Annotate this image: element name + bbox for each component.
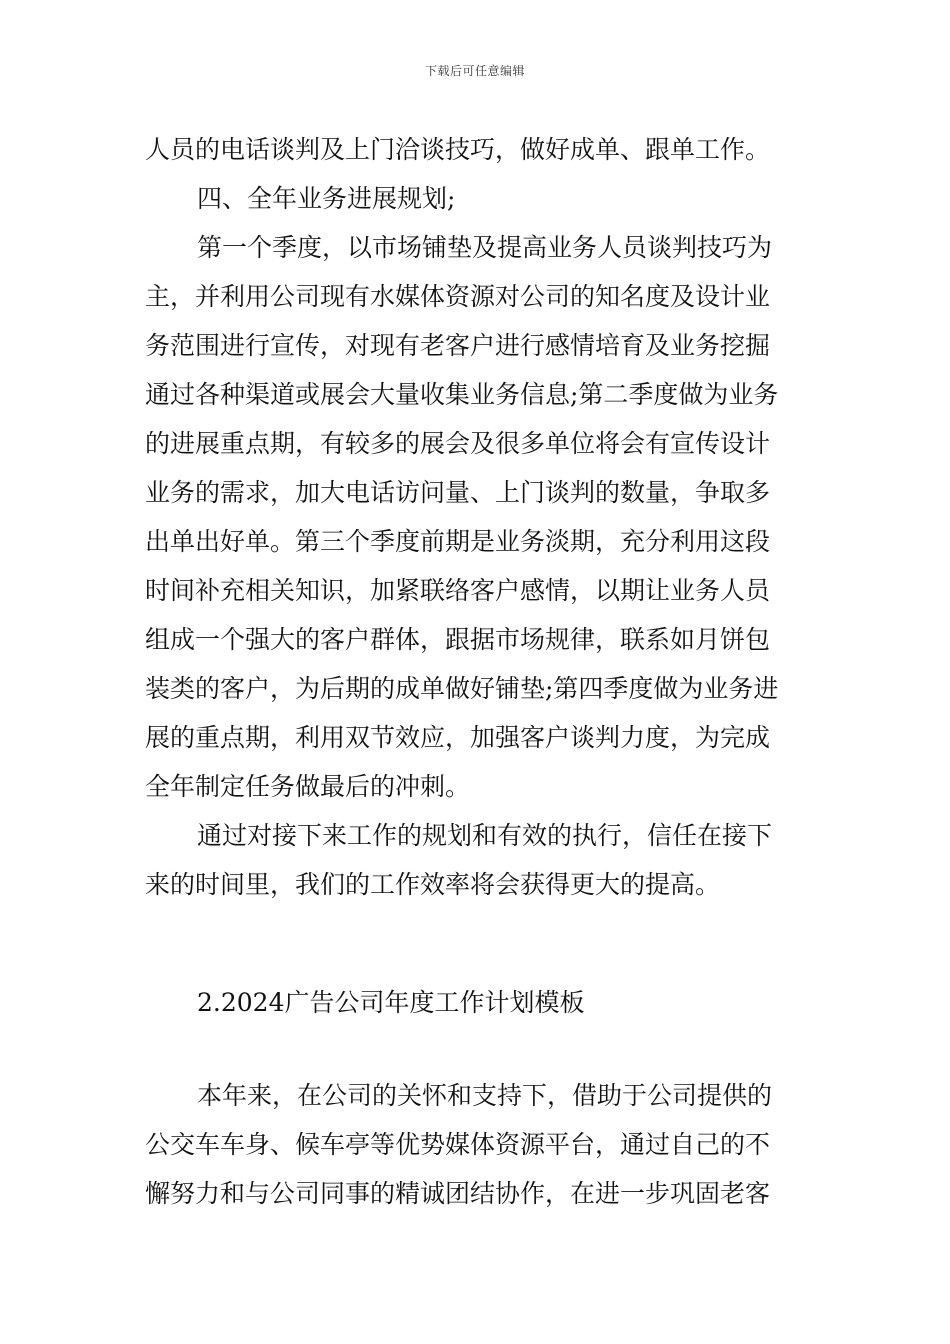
paragraph-line: 人员的电话谈判及上门洽谈技巧，做好成单、跟单工作。 — [145, 135, 771, 164]
paragraph-line: 第一个季度，以市场铺垫及提高业务人员谈判技巧为 — [197, 233, 773, 262]
page-header: 下载后可任意编辑 — [424, 64, 525, 78]
section-1-text — [145, 125, 809, 909]
paragraph-line: 务范围进行宣传，对现有老客户进行感情培育及业务挖掘 — [145, 331, 771, 360]
paragraph-line: 的进展重点期，有较多的展会及很多单位将会有宣传设计 — [145, 429, 771, 458]
paragraph-line: 来的时间里，我们的工作效率将会获得更大的提高。 — [145, 870, 721, 899]
paragraph-line: 装类的客户，为后期的成单做好铺垫;第四季度做为业务进 — [145, 674, 779, 703]
paragraph-line: 本年来，在公司的关怀和支持下，借助于公司提供的 — [197, 1081, 773, 1110]
section-heading-line: 四、全年业务进展规划; — [197, 184, 456, 213]
paragraph-line: 懈努力和与公司同事的精诚团结协作，在进一步巩固老客 — [145, 1179, 771, 1208]
paragraph-line: 出单出好单。第三个季度前期是业务淡期，充分利用这段 — [145, 527, 771, 556]
paragraph-line: 主，并利用公司现有水媒体资源对公司的知名度及设计业 — [145, 282, 771, 311]
paragraph-line: 展的重点期，利用双节效应，加强客户谈判力度，为完成 — [145, 723, 771, 752]
paragraph-line: 公交车车身、候车亭等优势媒体资源平台，通过自己的不 — [145, 1130, 771, 1159]
paragraph-line: 通过对接下来工作的规划和有效的执行，信任在接下 — [197, 821, 773, 850]
paragraph-line: 通过各种渠道或展会大量收集业务信息;第二季度做为业务 — [145, 380, 779, 409]
paragraph-line: 全年制定任务做最后的冲刺。 — [145, 772, 471, 801]
paragraph-line: 业务的需求，加大电话访问量、上门谈判的数量，争取多 — [145, 478, 771, 507]
paragraph-line: 时间补充相关知识，加紧联络客户感情，以期让业务人员 — [145, 576, 771, 605]
paragraph-line: 组成一个强大的客户群体，跟据市场规律，联系如月饼包 — [145, 625, 771, 654]
section-2-title: 2.2024广告公司年度工作计划模板 — [197, 988, 585, 1017]
section-2-text — [145, 1071, 809, 1218]
